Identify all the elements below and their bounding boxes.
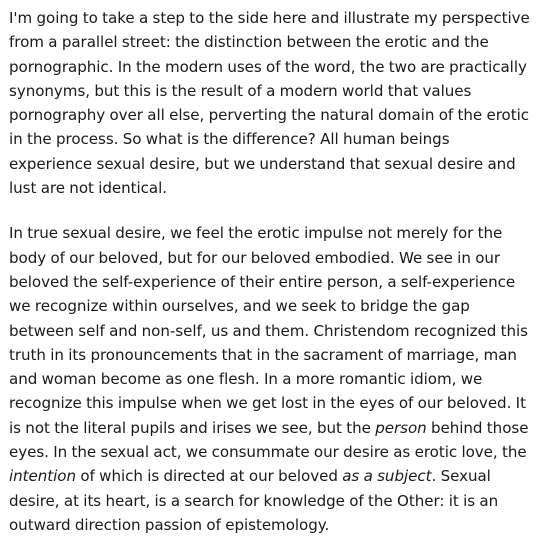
emphasis-as-a-subject: as a subject <box>342 467 432 486</box>
paragraph-1-text: I'm going to take a step to the side here and illustrate my perspective from a parallel street: the distinction between the erotic and the pornographic. In the modern uses of the word, the two are practically synonyms, but this is the result of a modern world that values pornography over all else, perverting the natural domain of the erotic in the process. So what is the difference? All human beings experience sexual desire, but we understand that sexual desire and lust are not identical. <box>9 9 530 198</box>
emphasis-intention: intention <box>9 467 76 486</box>
paragraph-2 <box>9 221 531 537</box>
emphasis-person: person <box>375 418 427 437</box>
paragraph-2-text-2: behind those eyes. In the sexual act, we consummate our desire as erotic love, the <box>9 418 529 462</box>
paragraph-2-text-3: of which is directed at our beloved <box>76 467 343 486</box>
paragraph-2-text-1: In true sexual desire, we feel the erotic impulse not merely for the body of our beloved, but for our beloved embodied. We see in our beloved the self-experience of their entire person, a self-experience we recognize within ourselves, and we seek to bridge the gap between self and non-self, us and them. Christendom recognized this truth in its pronouncements that in the sacrament of marriage, man and woman become as one flesh. In a more romantic idiom, we recognize this impulse when we get lost in the eyes of our beloved. It is not the literal pupils and irises we see, but the <box>9 224 528 437</box>
paragraph-2-text-4: . Sexual desire, at its heart, is a search for knowledge of the Other: it is an outward direction passion of epistemology. <box>9 467 499 534</box>
paragraph-1 <box>9 6 531 200</box>
